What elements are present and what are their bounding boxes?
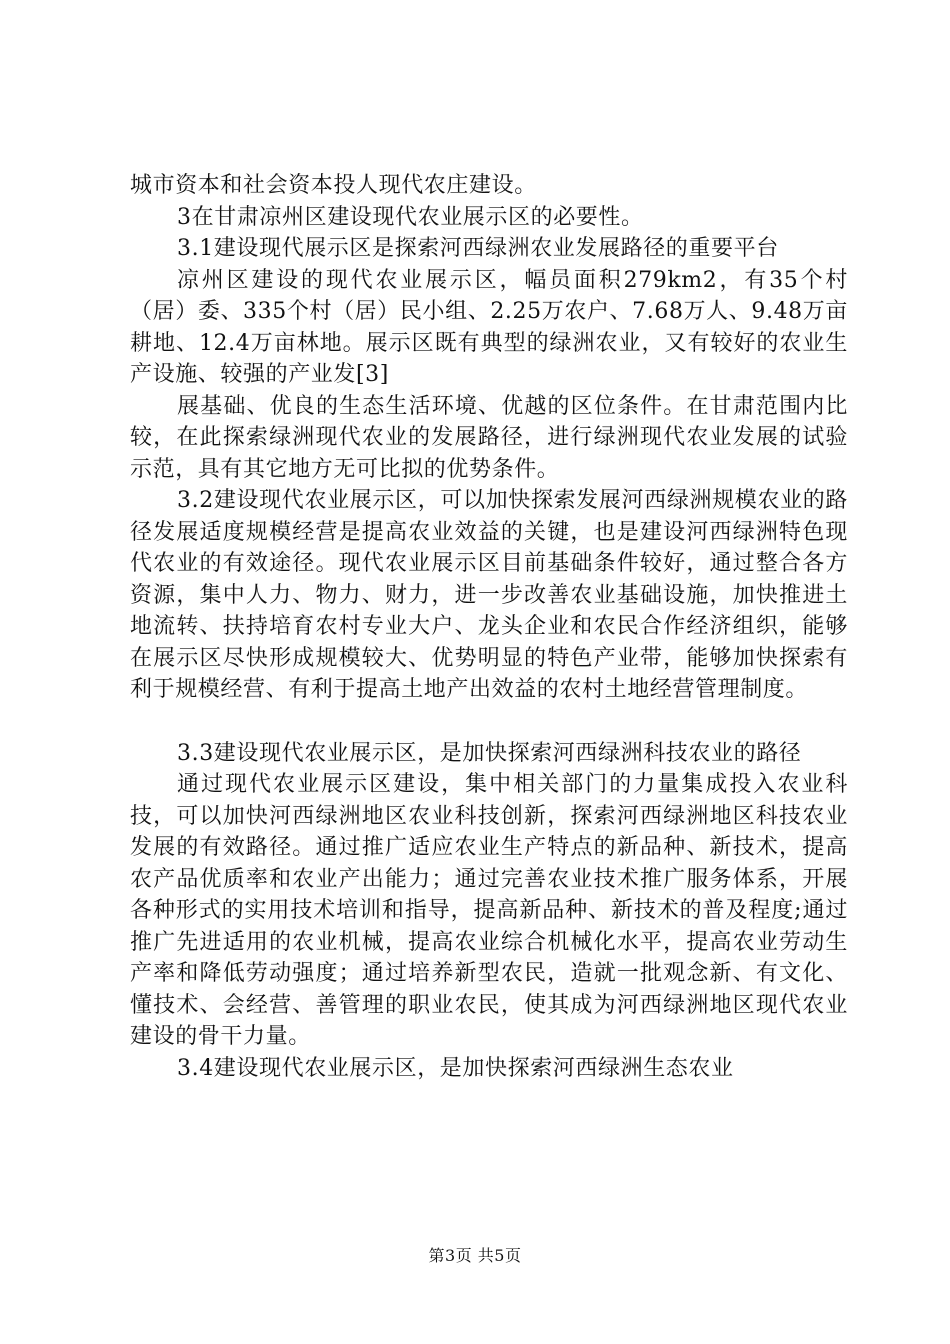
section-3-2-paragraph: 3.2建设现代农业展示区，可以加快探索发展河西绿洲规模农业的路径发展适度规模经营是提高农业效益的关键，也是建设河西绿洲特色现代农业的有效途径。现代农业展示区目前基础条件较好，通过整合各方资源，集中人力、物力、财力，进一步改善农业基础设施，加快推进土地流转、扶持培育农村专业大户、龙头企业和农民合作经济组织，能够在展示区尽快形成规模较大、优势明显的特色产业带，能够加快探索有利于规模经营、有利于提高土地产出效益的农村土地经营管理制度。	[130, 488, 848, 702]
document-body	[130, 170, 848, 1084]
section-3-4-heading: 3.4建设现代农业展示区，是加快探索河西绿洲生态农业	[177, 1055, 734, 1081]
section-3-1-heading: 3.1建设现代展示区是探索河西绿洲农业发展路径的重要平台	[177, 236, 779, 261]
section-3-heading: 3在甘肃凉州区建设现代农业展示区的必要性。	[177, 204, 644, 230]
paragraph-technology: 通过现代农业展示区建设，集中相关部门的力量集成投入农业科技，可以加快河西绿洲地区农业科技创新，探索河西绿洲地区科技农业发展的有效路径。通过推广适应农业生产特点的新品种、新技术，提高农产品优质率和农业产出能力；通过完善农业技术推广服务体系，开展各种形式的实用技术培训和指导，提高新品种、新技术的普及程度;通过推广先进适用的农业机械，提高农业综合机械化水平，提高农业劳动生产率和降低劳动强度；通过培养新型农民，造就一批观念新、有文化、懂技术、会经营、善管理的职业农民，使其成为河西绿洲地区现代农业建设的骨干力量。	[130, 772, 848, 1049]
paragraph-advantages: 展基础、优良的生态生活环境、优越的区位条件。在甘肃范围内比较，在此探索绿洲现代农业的发展路径，进行绿洲现代农业发展的试验示范，具有其它地方无可比拟的优势条件。	[130, 393, 848, 482]
paragraph-area-stats: 凉州区建设的现代农业展示区，幅员面积279km2，有35个村（居）委、335个村（居）民小组、2.25万农户、7.68万人、9.48万亩耕地、12.4万亩林地。展示区既有典型的绿洲农业，又有较好的农业生产设施、较强的产业发[3]	[130, 267, 848, 387]
paragraph-1: 城市资本和社会资本投人现代农庄建设。	[130, 173, 537, 198]
section-3-3-heading: 3.3建设现代农业展示区，是加快探索河西绿洲科技农业的路径	[177, 740, 802, 766]
page-number-footer: 第3页 共5页	[428, 1246, 522, 1265]
